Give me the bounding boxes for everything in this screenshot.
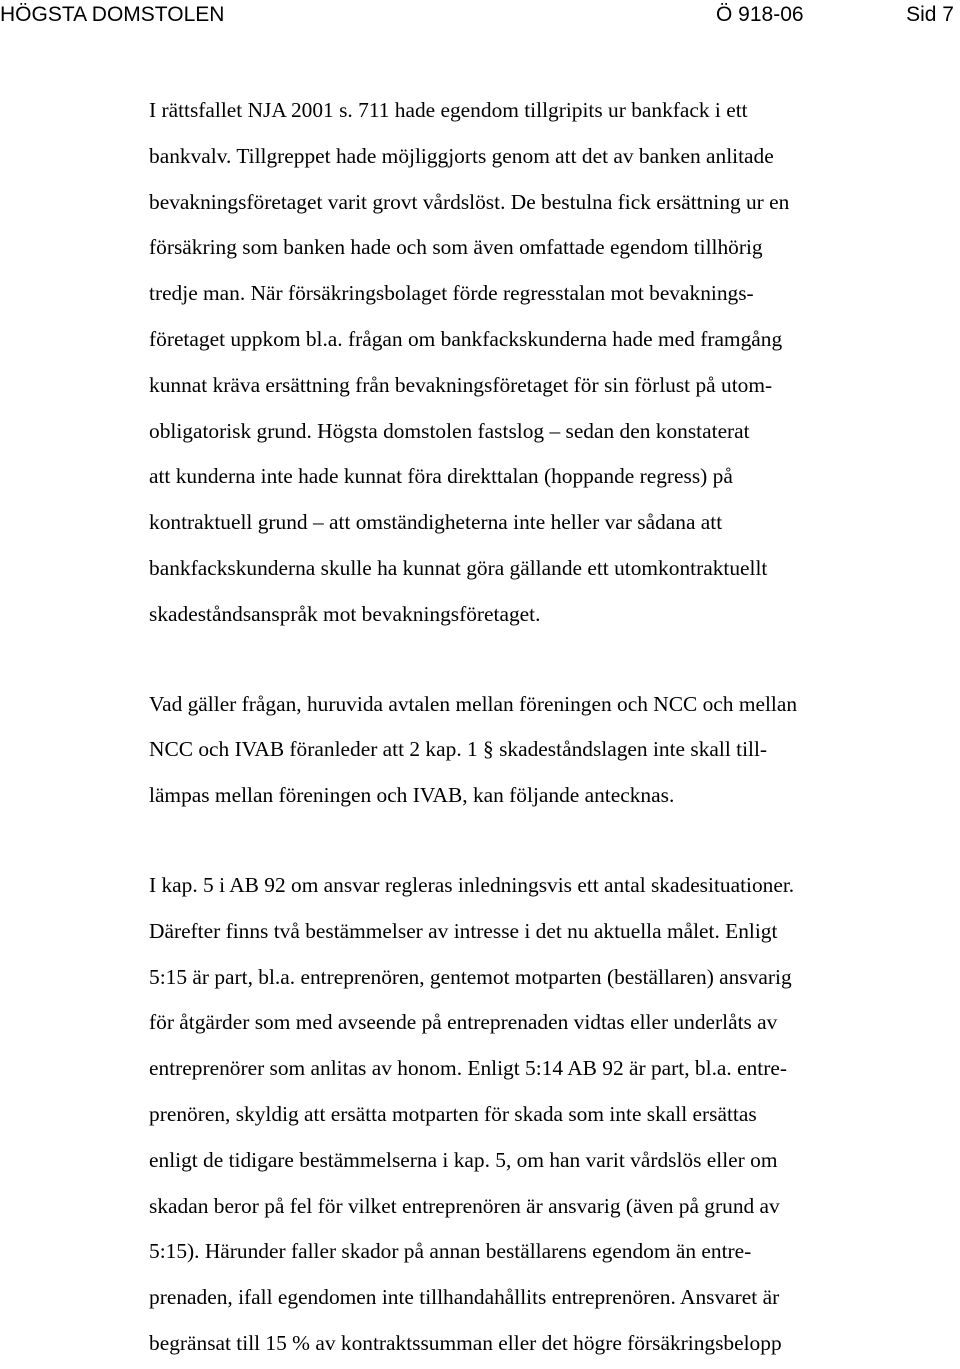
text-line: NCC och IVAB föranleder att 2 kap. 1 § skadeståndslagen inte skall till-: [149, 737, 768, 762]
text-line: försäkring som banken hade och som även omfattade egendom tillhörig: [149, 235, 763, 260]
text-line: skadan beror på fel för vilket entreprenören är ansvarig (även på grund av: [149, 1193, 780, 1218]
text-line: kontraktuell grund – att omständigheterna inte heller var sådana att: [149, 510, 723, 535]
text-line: bevakningsföretaget varit grovt vårdslöst. De bestulna fick ersättning ur en: [149, 189, 790, 214]
text-line: obligatorisk grund. Högsta domstolen fastslog – sedan den konstaterat: [149, 418, 750, 443]
text-line: bankvalv. Tillgreppet hade möjliggjorts genom att det av banken anlitade: [149, 143, 774, 168]
document-body: [149, 88, 960, 1367]
paragraph-nja-2001: [149, 88, 960, 638]
text-line: tredje man. När försäkringsbolaget förde regresstalan mot bevaknings-: [149, 281, 754, 306]
text-line: begränsat till 15 % av kontraktssumman eller det högre försäkringsbelopp: [149, 1330, 782, 1355]
text-line: I kap. 5 i AB 92 om ansvar regleras inledningsvis ett antal skadesituationer.: [149, 872, 795, 897]
text-line: prenaden, ifall egendomen inte tillhandahållits entreprenören. Ansvaret är: [149, 1285, 780, 1310]
text-line: Därefter finns två bestämmelser av intresse i det nu aktuella målet. Enligt: [149, 918, 778, 943]
text-line: bankfackskunderna skulle ha kunnat göra gällande ett utomkontraktuellt: [149, 555, 768, 580]
text-line: 5:15). Härunder faller skador på annan beställarens egendom än entre-: [149, 1239, 752, 1264]
text-line: entreprenörer som anlitas av honom. Enligt 5:14 AB 92 är part, bl.a. entre-: [149, 1056, 787, 1081]
text-line: prenören, skyldig att ersätta motparten för skada som inte skall ersättas: [149, 1101, 757, 1126]
text-line: I rättsfallet NJA 2001 s. 711 hade egendom tillgripits ur bankfack i ett: [149, 98, 748, 122]
court-name: HÖGSTA DOMSTOLEN: [0, 3, 225, 26]
text-line: 5:15 är part, bl.a. entreprenören, gentemot motparten (beställaren) ansvarig: [149, 964, 792, 989]
page-header: [0, 0, 960, 30]
text-line: för åtgärder som med avseende på entreprenaden vidtas eller underlåts av: [149, 1010, 778, 1035]
text-line: företaget uppkom bl.a. frågan om bankfackskunderna hade med framgång: [149, 326, 783, 351]
text-line: Vad gäller frågan, huruvida avtalen mellan föreningen och NCC och mellan: [149, 691, 798, 716]
text-line: enligt de tidigare bestämmelserna i kap. 5, om han varit vårdslös eller om: [149, 1147, 778, 1172]
text-line: skadeståndsanspråk mot bevakningsföretaget.: [149, 601, 541, 626]
text-line: kunnat kräva ersättning från bevakningsföretaget för sin förlust på utom-: [149, 372, 773, 397]
text-line: lämpas mellan föreningen och IVAB, kan följande antecknas.: [149, 783, 675, 808]
paragraph-ab92: [149, 863, 960, 1367]
paragraph-avtalen: [149, 682, 960, 819]
text-line: att kunderna inte hade kunnat föra direkttalan (hoppande regress) på: [149, 464, 733, 489]
case-number: Ö 918-06: [716, 3, 804, 26]
page-number: Sid 7: [906, 3, 954, 26]
